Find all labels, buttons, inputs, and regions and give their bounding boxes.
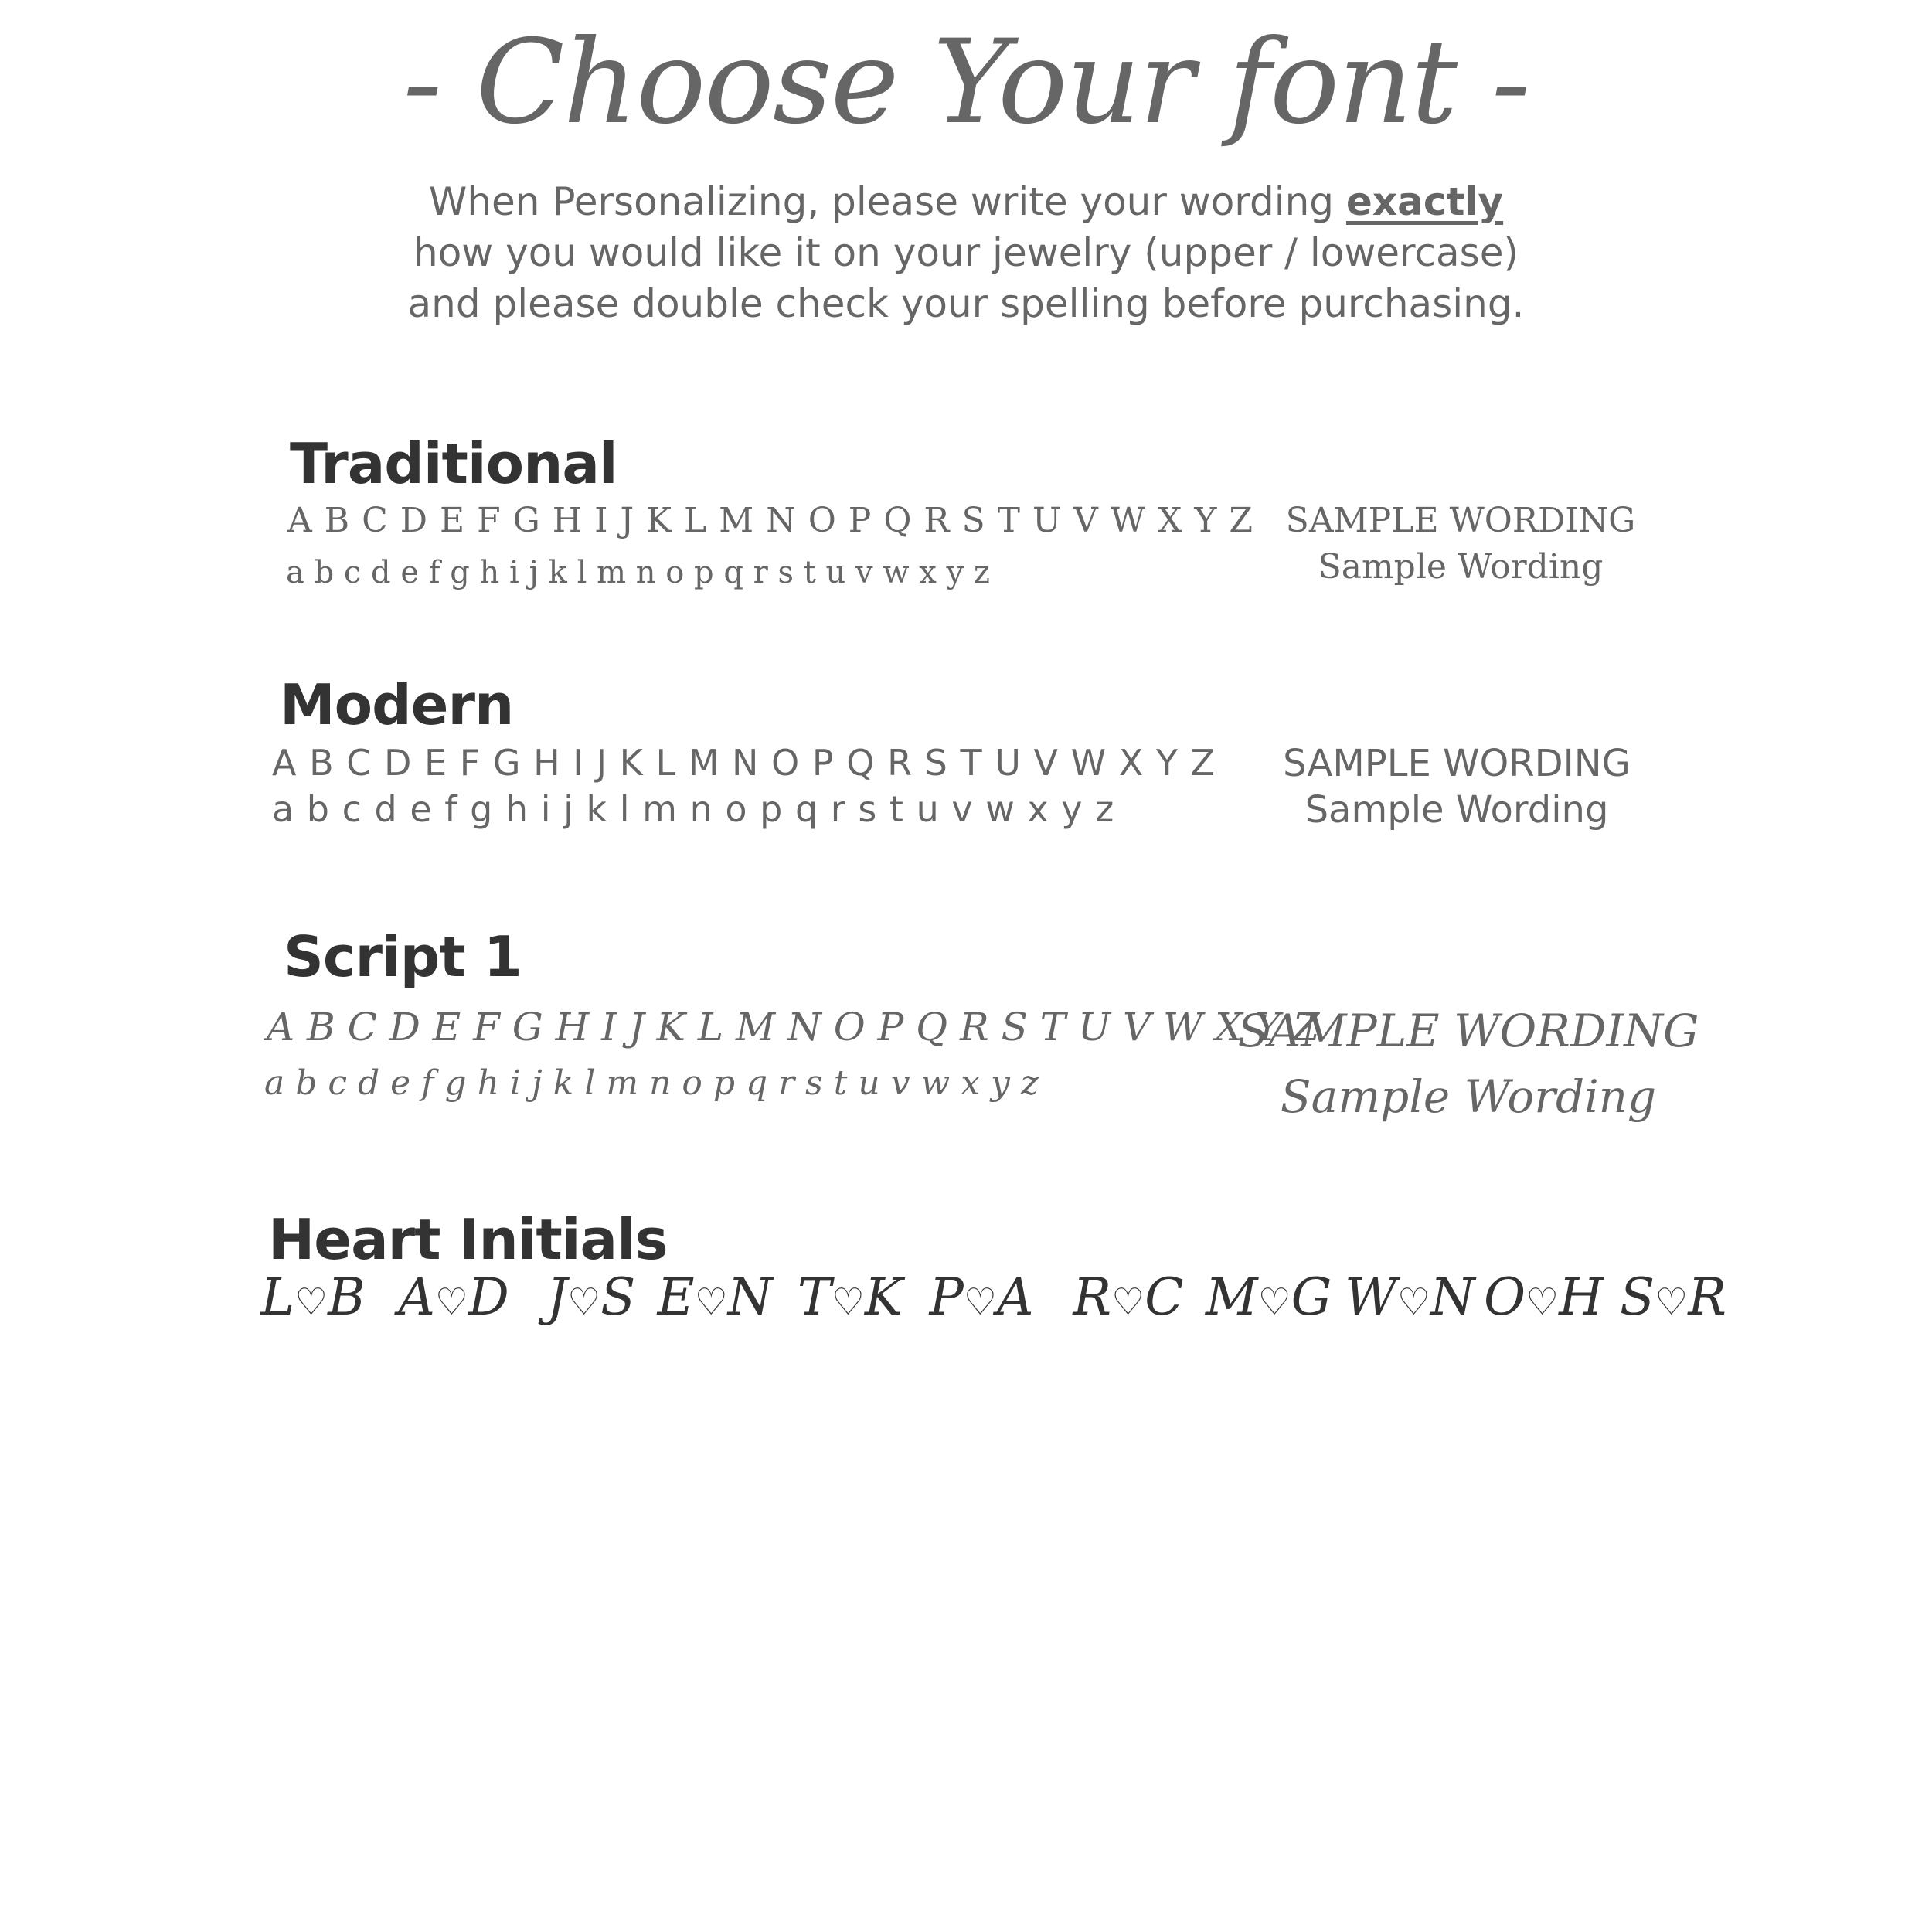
instructions-line-3: and please double check your spelling before purchasing. — [407, 281, 1525, 326]
instructions-text — [0, 176, 1932, 329]
heart-initial-left: L — [260, 1267, 295, 1327]
heart-initial-example — [533, 1267, 649, 1329]
heart-initial-left: T — [797, 1267, 832, 1327]
heart-icon: ♡ — [434, 1281, 468, 1324]
heart-initial-right: C — [1145, 1267, 1184, 1327]
heart-initial-example — [792, 1267, 908, 1329]
page-title: - Choose Your font - — [403, 15, 1529, 150]
heart-initial-left: M — [1206, 1267, 1258, 1327]
heart-icon: ♡ — [567, 1281, 601, 1324]
modern-lowercase-alphabet: a b c d e f g h i j k l m n o p q r s t u v w x y z — [272, 788, 1115, 830]
heart-initial-example — [1345, 1267, 1475, 1329]
instructions-line-1 — [0, 176, 1932, 227]
heart-initial-right: B — [328, 1267, 366, 1327]
heart-initial-left: E — [657, 1267, 695, 1327]
font-heading-script-1: Script 1 — [284, 924, 522, 989]
heart-initial-left: W — [1345, 1267, 1397, 1327]
heart-initial-left: R — [1073, 1267, 1112, 1327]
heart-icon: ♡ — [1111, 1281, 1145, 1324]
heart-initial-example — [1484, 1267, 1604, 1329]
heart-icon: ♡ — [1526, 1281, 1560, 1324]
heart-initial-right: G — [1291, 1267, 1332, 1327]
instructions-emphasis: exactly — [1345, 179, 1504, 224]
heart-initial-right: H — [1559, 1267, 1604, 1327]
heart-initial-right: K — [864, 1267, 903, 1327]
heart-initial-left: A — [398, 1267, 435, 1327]
heart-initial-right: D — [468, 1267, 509, 1327]
font-heading-heart-initials: Heart Initials — [268, 1207, 668, 1272]
heart-initial-right: N — [1430, 1267, 1475, 1327]
heart-initial-right: A — [996, 1267, 1034, 1327]
heart-initial-example — [1615, 1267, 1731, 1329]
heart-initial-example — [1206, 1267, 1332, 1329]
heart-icon: ♡ — [694, 1281, 728, 1324]
traditional-uppercase-alphabet: A B C D E F G H I J K L M N O P Q R S T U V W X Y Z — [287, 501, 1253, 540]
heart-initial-left: P — [929, 1267, 964, 1327]
heart-initial-example — [657, 1267, 773, 1329]
heart-icon: ♡ — [963, 1281, 997, 1324]
instructions-line-1-prefix: When Personalizing, please write your wording — [428, 179, 1346, 224]
modern-sample-uppercase: SAMPLE WORDING — [1283, 742, 1631, 785]
font-heading-modern: Modern — [280, 672, 514, 737]
heart-initial-example — [923, 1267, 1039, 1329]
instructions-line-2: how you would like it on your jewelry (upper / lowercase) — [413, 230, 1519, 275]
script-1-lowercase-alphabet: a b c d e f g h i j k l m n o p q r s t u v w x y z — [264, 1063, 1039, 1103]
heart-initial-right: R — [1688, 1267, 1726, 1327]
script-1-sample-uppercase: SAMPLE WORDING — [1237, 1005, 1699, 1057]
heart-initial-left: O — [1484, 1267, 1526, 1327]
font-heading-traditional: Traditional — [290, 431, 617, 496]
heart-icon: ♡ — [1257, 1281, 1291, 1324]
modern-uppercase-alphabet: A B C D E F G H I J K L M N O P Q R S T U V W X Y Z — [272, 742, 1216, 784]
heart-initial-left: S — [1620, 1267, 1655, 1327]
heart-initial-example — [1070, 1267, 1186, 1329]
traditional-lowercase-alphabet: a b c d e f g h i j k l m n o p q r s t u v w x y z — [286, 555, 990, 590]
heart-initial-example — [396, 1267, 512, 1329]
script-1-uppercase-alphabet: A B C D E F G H I J K L M N O P Q R S T U V W X Y Z — [267, 1005, 1320, 1049]
heart-initial-right: N — [727, 1267, 773, 1327]
traditional-sample-mixedcase: Sample Wording — [1318, 547, 1604, 587]
traditional-sample-uppercase: SAMPLE WORDING — [1285, 501, 1636, 540]
heart-icon: ♡ — [1396, 1281, 1430, 1324]
heart-icon: ♡ — [294, 1281, 328, 1324]
heart-icon: ♡ — [1655, 1281, 1689, 1324]
heart-initial-example — [255, 1267, 371, 1329]
heart-initial-left: J — [546, 1267, 568, 1327]
heart-icon: ♡ — [831, 1281, 865, 1324]
modern-sample-mixedcase: Sample Wording — [1304, 788, 1609, 832]
heart-initial-right: S — [600, 1267, 636, 1327]
script-1-sample-mixedcase: Sample Wording — [1280, 1070, 1657, 1123]
